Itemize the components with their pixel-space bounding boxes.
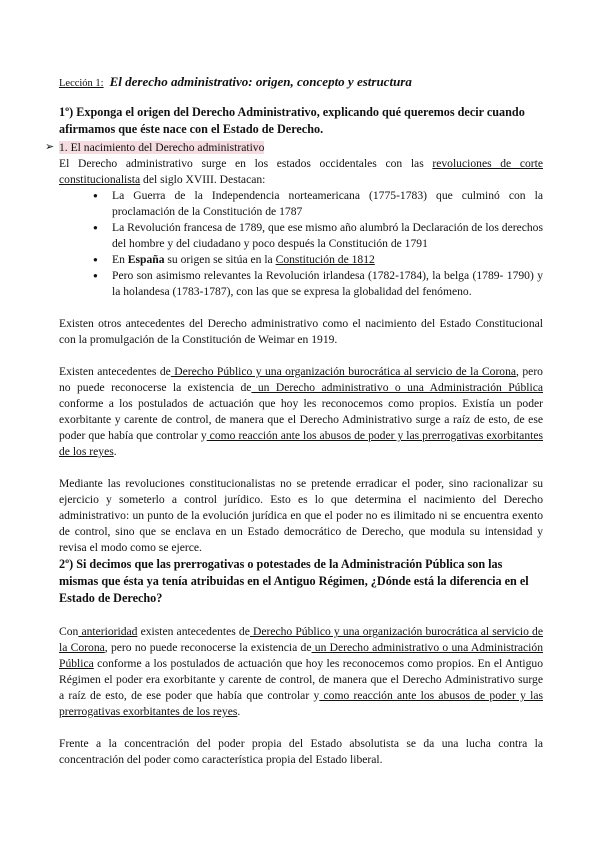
- lesson-header: [59, 74, 543, 92]
- paragraph-antecedents: Existen otros antecedentes del Derecho administrativo como el nacimiento del Estado Constitucional con la promulgación de la Constitución de Weimar en 1919.: [59, 317, 543, 346]
- text-run: , pero no puede reconocerse la existencia de: [59, 365, 543, 394]
- list-item: ● La Guerra de la Independencia norteamericana (1775-1783) que culminó con la proclamación de la Constitución de 1787: [112, 188, 543, 220]
- underlined-text: como reacción ante los abusos de poder y las prerrogativas exorbitantes de los reyes: [59, 689, 543, 718]
- paragraph-origin: [59, 156, 543, 188]
- text-run: del siglo XVIII. Destacan:: [140, 173, 266, 186]
- underlined-text: revoluciones de corte constitucionalista: [59, 157, 543, 186]
- bold-text: España: [127, 253, 165, 266]
- text-run: Existen antecedentes de: [59, 365, 171, 378]
- text-run: El Derecho administrativo surge en los estados occidentales con las: [59, 157, 433, 170]
- text-run: conforme a los postulados de actuación que hoy les reconocemos como propios. En el Antiguo Régimen el poder era exorbitante y carente de control, de manera que el Derecho Administrativo surge a raíz de esto, de ese poder que había que controlar y: [59, 657, 543, 702]
- text-run: su origen se sitúa en la: [164, 253, 276, 266]
- list-item: ● La Revolución francesa de 1789, que ese mismo año alumbró la Declaración de los derechos del hombre y del ciudadano y poco después la Constitución de 1791: [112, 220, 543, 252]
- text-run: conforme a los postulados de actuación que hoy les reconocemos como propios. Existía un poder exorbitante y carente de control, de manera que el Derecho Administrativo surge a raíz de esto, de ese poder que había que controlar y: [59, 397, 543, 442]
- text-run: .: [113, 445, 117, 458]
- paragraph-antiguo-regimen: [59, 624, 543, 720]
- text-run: En: [112, 253, 128, 266]
- underlined-text: como reacción ante los abusos de poder y las prerrogativas exorbitantes de los reyes: [59, 429, 544, 458]
- paragraph-prior-law: [59, 364, 543, 460]
- section-heading: [59, 140, 543, 156]
- underlined-text: Derecho Público y una organización burocrática al servicio de la Corona: [170, 365, 517, 378]
- text-run: , pero no puede reconocerse la existencia de: [104, 641, 312, 654]
- underlined-text: un Derecho administrativo o una Administración Pública: [251, 381, 543, 394]
- paragraph-absolutism: Frente a la concentración del poder propia del Estado absolutista se da una lucha contra la concentración del poder como característica propia del Estado liberal.: [59, 737, 543, 766]
- lesson-number: Lección 1:: [59, 78, 104, 89]
- arrow-bullet-icon: ➢: [45, 141, 55, 153]
- underlined-text: Derecho Público y una organización burocrática al servicio de la Corona: [59, 625, 543, 654]
- list-item: ● Pero son asimismo relevantes la Revolución irlandesa (1782-1784), la belga (1789- 1790) y la holandesa (1783-1787), con las que se expresa la globalidad del fenómeno.: [112, 268, 543, 300]
- question-2: 2º) Si decimos que las prerrogativas o potestades de la Administración Pública son las mismas que ésta ya tenía atribuidas en el Antiguo Régimen, ¿Dónde está la diferencia en el Estado de Derecho?: [59, 557, 529, 605]
- underlined-text: anterioridad: [78, 625, 138, 638]
- text-run: Con: [59, 625, 79, 638]
- text-run: existen antecedentes de: [137, 625, 250, 638]
- paragraph-revolutions: Mediante las revoluciones constitucionalistas no se pretende erradicar el poder, sino racionalizar su ejercicio y someterlo a control jurídico. Esto es lo que determina el nacimiento del Derecho administrativo: un punto de la evolución jurídica en que el poder no es ilimitado ni se encuentra exento de control, sino que se enclava en un Estado democrático de Derecho, que modula su intensidad y revisa el modo como se ejerce.: [59, 477, 543, 554]
- section-heading-text: 1. El nacimiento del Derecho administrativo: [59, 141, 265, 154]
- lesson-title: El derecho administrativo: origen, concepto y estructura: [109, 74, 412, 89]
- underlined-text: Constitución de 1812: [275, 253, 375, 266]
- question-1: 1º) Exponga el origen del Derecho Administrativo, explicando qué queremos decir cuando afirmamos que éste nace con el Estado de Derecho.: [59, 105, 525, 136]
- underlined-text: un Derecho administrativo o una Administración Pública: [59, 641, 543, 670]
- bullet-list: [59, 188, 543, 300]
- list-item: [112, 252, 543, 268]
- text-run: .: [237, 705, 241, 718]
